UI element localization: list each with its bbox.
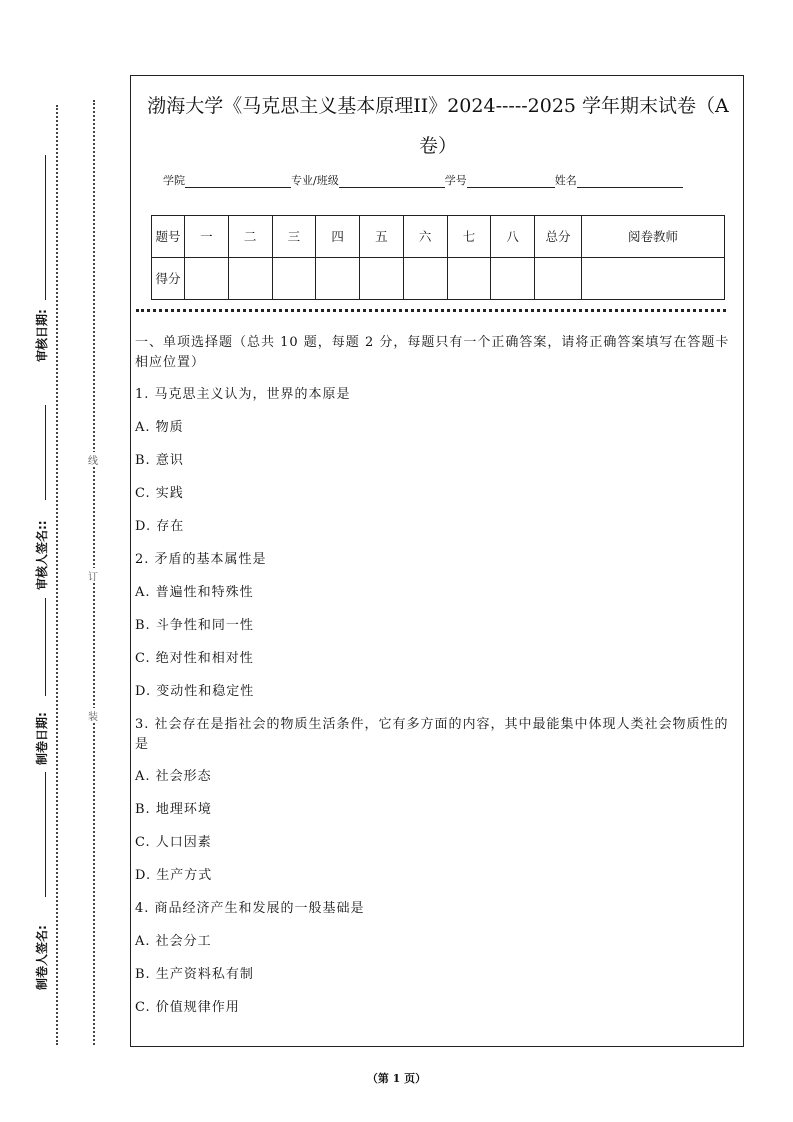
option: D. 生产方式 [135, 868, 213, 883]
cut-line-outer [56, 105, 58, 1045]
option: D. 变动性和稳定性 [135, 684, 255, 699]
exam-title [134, 86, 742, 166]
maker-sign-underline [45, 772, 46, 897]
score-cell[interactable] [403, 258, 447, 300]
score-row [152, 258, 725, 300]
questions [135, 333, 740, 1031]
binding-mark-order: 订 [88, 568, 98, 583]
score-cell[interactable] [491, 258, 535, 300]
col-header: 一 [185, 216, 229, 258]
score-cell[interactable] [228, 258, 272, 300]
option: C. 绝对性和相对性 [135, 651, 254, 666]
page-number: （第 1 页） [366, 1072, 427, 1085]
col-header: 四 [316, 216, 360, 258]
student-info [163, 172, 683, 188]
option: C. 实践 [135, 486, 184, 501]
name-label: 姓名 [554, 174, 577, 187]
score-cell[interactable] [447, 258, 491, 300]
option: B. 地理环境 [135, 802, 212, 817]
col-header: 三 [272, 216, 316, 258]
col-header: 五 [360, 216, 404, 258]
college-label: 学院 [163, 174, 185, 187]
col-header: 阅卷教师 [582, 216, 725, 258]
major-label: 专业/班级 [291, 174, 339, 187]
question-stem: 1. 马克思主义认为，世界的本原是 [135, 387, 351, 402]
col-header: 七 [447, 216, 491, 258]
option: C. 价值规律作用 [135, 1000, 240, 1015]
option: B. 斗争性和同一性 [135, 618, 254, 633]
option: A. 物质 [135, 420, 184, 435]
review-date-label: 审核日期: [35, 309, 49, 362]
name-field[interactable] [577, 173, 683, 188]
reviewer-sign-label: 审核人签名:: [35, 520, 49, 590]
option: A. 普遍性和特殊性 [135, 585, 254, 600]
question-stem: 4. 商品经济产生和发展的一般基础是 [135, 901, 365, 916]
question-stem: 2. 矛盾的基本属性是 [135, 552, 267, 567]
option: B. 意识 [135, 453, 184, 468]
option: D. 存在 [135, 519, 185, 534]
score-cell[interactable] [360, 258, 404, 300]
major-field[interactable] [339, 173, 445, 188]
reviewer-sign-underline [45, 405, 46, 500]
score-table [151, 215, 725, 300]
col-header: 二 [228, 216, 272, 258]
question-stem: 3. 社会存在是指社会的物质生活条件，它有多方面的内容，其中最能集中体现人类社会物质性的是 [135, 717, 729, 752]
score-header-row [152, 216, 725, 258]
score-cell[interactable] [535, 258, 582, 300]
score-cell[interactable] [316, 258, 360, 300]
section-heading: 一、单项选择题（总共 10 题，每题 2 分，每题只有一个正确答案，请将正确答案填写在答题卡相应位置） [135, 335, 730, 370]
title-line1: 渤海大学《马克思主义基本原理II》2024-----2025 学年期末试卷（A [147, 95, 729, 117]
option: A. 社会分工 [135, 934, 212, 949]
binding-mark-line: 线 [88, 452, 98, 467]
id-label: 学号 [444, 174, 467, 187]
col-header: 总分 [535, 216, 582, 258]
score-cell[interactable] [185, 258, 229, 300]
option: A. 社会形态 [135, 769, 212, 784]
option: B. 生产资料私有制 [135, 967, 254, 982]
id-field[interactable] [467, 173, 555, 188]
score-cell[interactable] [272, 258, 316, 300]
header-label: 题号 [152, 216, 185, 258]
binding-mark-bind: 装 [88, 708, 98, 723]
title-line2: 卷） [418, 135, 457, 157]
option: C. 人口因素 [135, 835, 212, 850]
make-date-label: 制卷日期: [35, 712, 49, 765]
college-field[interactable] [185, 173, 291, 188]
col-header: 六 [403, 216, 447, 258]
score-label: 得分 [152, 258, 185, 300]
col-header: 八 [491, 216, 535, 258]
review-date-underline [45, 155, 46, 300]
make-date-underline [45, 598, 46, 696]
dotted-separator [136, 309, 726, 312]
maker-sign-label: 制卷人签名: [35, 925, 49, 990]
score-cell[interactable] [582, 258, 725, 300]
